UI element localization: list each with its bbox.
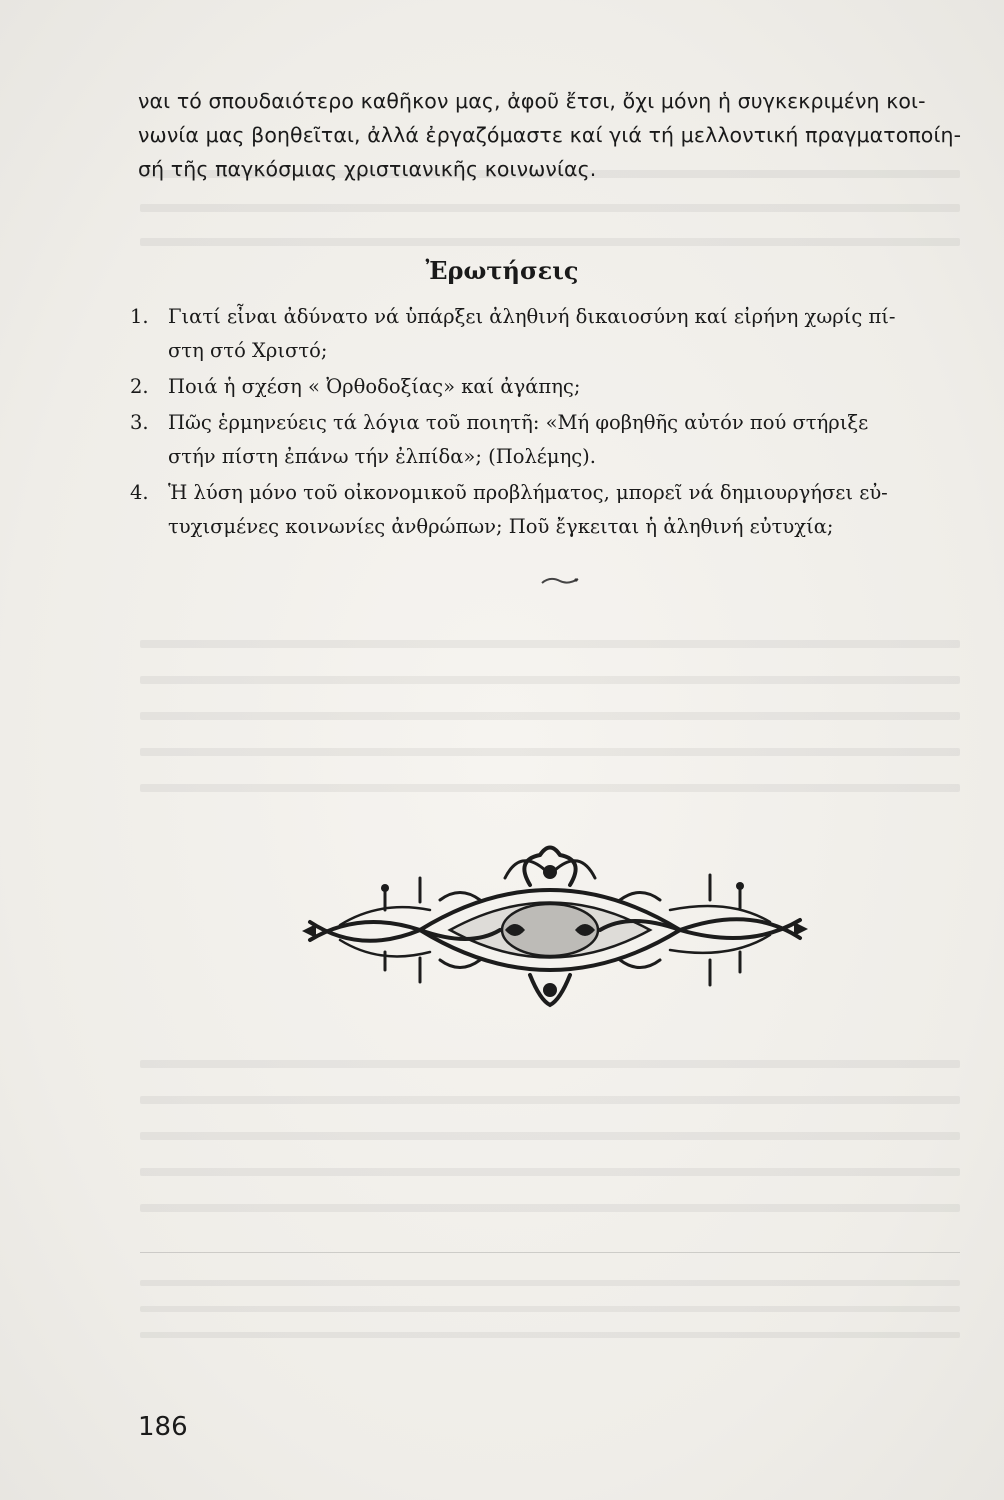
bleed-through-line — [140, 1168, 960, 1176]
question-line: τυχισμένες κοινωνίες ἀνθρώπων; Ποῦ ἔγκειται ἡ ἀληθινή εὐτυχία; — [168, 515, 834, 538]
intro-line: ναι τό σπουδαιότερο καθῆκον μας, ἀφοῦ ἔτσι, ὄχι μόνη ἡ συγκεκριμένη κοι- — [138, 89, 926, 113]
question-line: Γιατί εἶναι ἀδύνατο νά ὑπάρξει ἀληθινή δικαιοσύνη καί εἰρήνη χωρίς πί- — [168, 305, 896, 328]
question-number: 2. — [130, 375, 149, 398]
bleed-through-line — [140, 712, 960, 720]
bleed-through-rule — [140, 1252, 960, 1253]
bleed-through-line — [140, 1332, 960, 1338]
bleed-through-line — [140, 1060, 960, 1068]
question-line: Ποιά ἡ σχέση « Ὀρθοδοξίας» καί ἀγάπης; — [168, 375, 581, 398]
question-number: 3. — [130, 411, 149, 434]
intro-line: νωνία μας βοηθεῖται, ἀλλά ἐργαζόμαστε καί γιά τή μελλοντική πραγματοποίη- — [138, 123, 962, 147]
bleed-through-line — [140, 784, 960, 792]
question-line: στη στό Χριστό; — [168, 339, 328, 362]
question-number: 4. — [130, 481, 149, 504]
question-item — [130, 476, 970, 544]
decorative-scroll-ornament-icon — [300, 830, 810, 1030]
bleed-through-line — [140, 1132, 960, 1140]
bleed-through-line — [140, 676, 960, 684]
question-line: Ἡ λύση μόνο τοῦ οἰκονομικοῦ προβλήματος, μπορεῖ νά δημιουργήσει εὐ- — [168, 481, 888, 504]
intro-line: σή τῆς παγκόσμιας χριστιανικῆς κοινωνίας. — [138, 157, 597, 181]
bleed-through-line — [140, 1280, 960, 1286]
page-number: 186 — [138, 1412, 188, 1442]
bleed-through-line — [140, 1306, 960, 1312]
question-item — [130, 300, 970, 368]
questions-list — [130, 300, 970, 546]
bleed-through-line — [140, 204, 960, 212]
question-item — [130, 406, 970, 474]
bleed-through-line — [140, 1096, 960, 1104]
question-item — [130, 370, 970, 404]
small-flourish-icon — [540, 574, 580, 588]
question-line: Πῶς ἑρμηνεύεις τά λόγια τοῦ ποιητῆ: «Μή φοβηθῆς αὐτόν πού στήριξε — [168, 411, 869, 434]
bleed-through-line — [140, 748, 960, 756]
section-heading: Ἐρωτήσεις — [425, 256, 579, 285]
question-number: 1. — [130, 305, 149, 328]
intro-paragraph — [138, 84, 968, 186]
question-line: στήν πίστη ἐπάνω τήν ἐλπίδα»; (Πολέμης). — [168, 445, 596, 468]
bleed-through-line — [140, 238, 960, 246]
bleed-through-line — [140, 1204, 960, 1212]
bleed-through-line — [140, 640, 960, 648]
